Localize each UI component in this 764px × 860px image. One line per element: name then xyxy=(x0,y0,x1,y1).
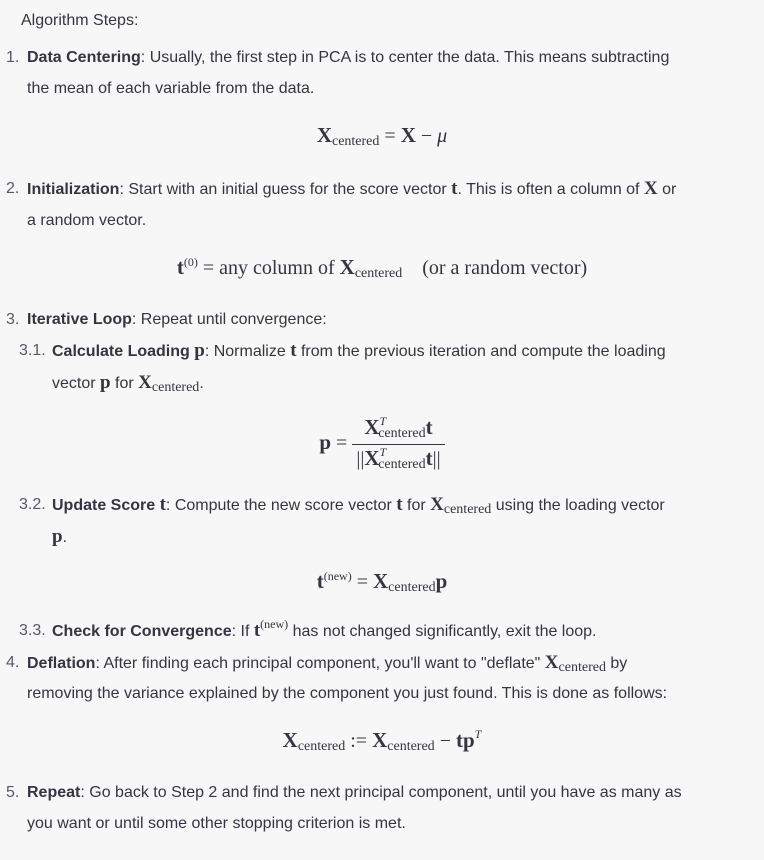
step-4-line-1: Deflation: After finding each principal component, you'll want to "deflate" Xcentered by xyxy=(27,652,628,675)
step-2-line-1: Initialization: Start with an initial guess for the score vector t. This is often a column of X or xyxy=(27,178,677,199)
loading-equation: p = $\frac{X^Tcenteredt}{||X^Tcenteredt||}$ xyxy=(0,414,764,475)
centering-equation: Xcentered = X − μ xyxy=(316,123,448,149)
substep-3-1-line-1: Calculate Loading p: Normalize t from the previous iteration and compute the loading xyxy=(52,340,666,361)
step-3-title: Iterative Loop xyxy=(27,311,132,328)
step-3-line-1: Iterative Loop: Repeat until convergence: xyxy=(27,311,327,328)
step-1-line-1 xyxy=(27,47,669,69)
initialization-equation: $t^{(0)}$ = any column of Xcentered (or a random vector) xyxy=(176,255,588,281)
step-4-title: Deflation xyxy=(27,655,96,672)
step-2-number: 2. xyxy=(6,180,20,197)
step-1-text: : Usually, the first step in PCA is to center the data. This means subtracting xyxy=(140,49,670,66)
step-2-line-2: a random vector. xyxy=(27,212,147,229)
step-5-number: 5. xyxy=(6,784,20,801)
section-heading: Algorithm Steps: xyxy=(21,12,139,29)
substep-3-2-line-2: p. xyxy=(52,526,68,547)
substep-3-2-line-1: Update Score t: Compute the new score vector t for Xcentered using the loading vector xyxy=(52,494,665,517)
step-1-number: 1. xyxy=(6,49,20,66)
substep-3-2-number: 3.2. xyxy=(19,496,46,513)
loading-fraction: $\frac{X^Tcenteredt}{||X^Tcenteredt||}$ xyxy=(352,414,444,475)
step-4-number: 4. xyxy=(6,654,20,671)
substep-3-1-number: 3.1. xyxy=(19,342,46,359)
substep-3-3-line-1: Check for Convergence: If $t^{(new)}$ has not changed significantly, exit the loop. xyxy=(52,617,597,641)
substep-3-3-number: 3.3. xyxy=(19,622,46,639)
step-2-title: Initialization xyxy=(27,181,120,198)
step-5-title: Repeat xyxy=(27,784,81,801)
step-5-line-1: Repeat: Go back to Step 2 and find the next principal component, until you have as many as xyxy=(27,784,682,801)
step-1-title: Data Centering xyxy=(27,49,141,66)
substep-3-1-line-2: vector p for Xcentered. xyxy=(52,372,204,395)
step-1-line-2: the mean of each variable from the data. xyxy=(27,80,315,97)
step-5-line-2: you want or until some other stopping criterion is met. xyxy=(27,815,406,832)
score-update-equation: $t^{(new)}$ = Xcenteredp xyxy=(316,569,448,595)
deflation-equation: Xcentered := Xcentered − $tp^T$ xyxy=(282,727,482,754)
step-3-number: 3. xyxy=(6,311,20,328)
step-4-line-2: removing the variance explained by the component you just found. This is done as follows: xyxy=(27,685,668,702)
